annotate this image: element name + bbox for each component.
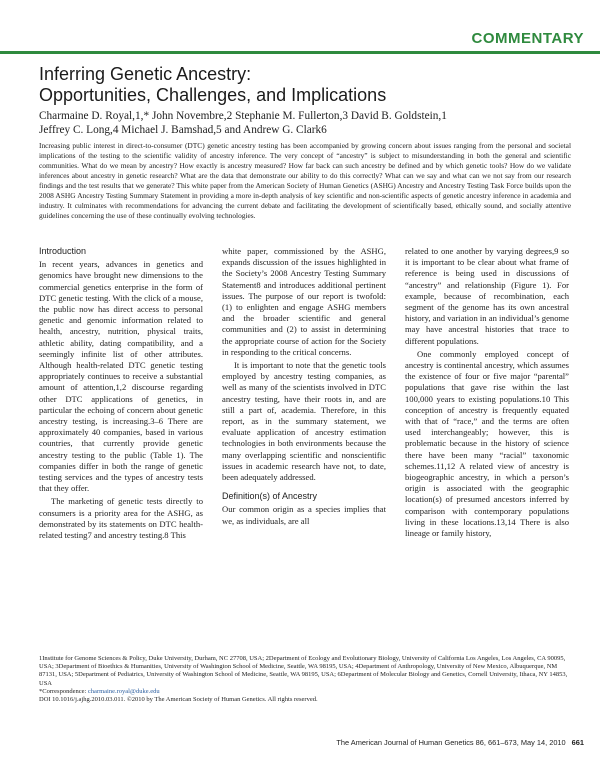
article-title xyxy=(39,64,559,106)
footnotes xyxy=(39,655,571,704)
paragraph: The marketing of genetic tests directly to consumers is a priority area for the ASHG, as demonstrated by its statements on DTC health-related testing7 and ancestry testing.8 This xyxy=(39,496,203,541)
journal-citation: The American Journal of Human Genetics 86, 661–673, May 14, 2010 xyxy=(336,738,566,747)
body-column-2 xyxy=(222,246,386,529)
section-heading-introduction: Introduction xyxy=(39,246,87,256)
correspondence-label: *Correspondence: xyxy=(39,687,88,695)
correspondence-email-link[interactable]: charmaine.royal@duke.edu xyxy=(87,687,160,695)
body-column-1 xyxy=(39,246,203,543)
paragraph: Our common origin as a species implies that we, as individuals, are all xyxy=(222,504,386,526)
article-category: COMMENTARY xyxy=(471,30,584,47)
header-rule xyxy=(0,51,600,54)
correspondence xyxy=(39,688,571,696)
paragraph: It is important to note that the genetic tools employed by ancestry testing companies, as well as many of the scientists involved in DTC ancestry testing, have their roots in, and are still a part of, academia. Therefore, in this report, as in the summary statement, we evaluate application of ancestry estimation technologies in both environments because the many overlapping scientific and nonscientific issues in academic research have not, to date, been adequately addressed. xyxy=(222,360,386,483)
authors-line-1: Charmaine D. Royal,1,* John Novembre,2 Stephanie M. Fullerton,3 David B. Goldstein,1 xyxy=(39,110,447,122)
paragraph: related to one another by varying degrees,9 so it is important to be clear about what frame of reference is being used in discussions of “ancestry” and relationship (Figure 1). For example, because of recombination, each segment of the genome has its own ancestral history, and variation in an individual’s genome may have ancestral histories that trace to different populations. xyxy=(405,246,569,346)
body-column-3 xyxy=(405,246,569,541)
journal-footer xyxy=(336,738,584,747)
paragraph: One commonly employed concept of ancestry is continental ancestry, which assumes the existence of four or five major “parental” populations that gave rise within the last 100,000 years to existing populations.10 This conception of ancestry is frequently equated with that of “race,” and the terms are often used interchangeably; however, this is problematic because in the history of science there have been many “racial” taxonomic schemes.11,12 A related view of ancestry is biogeographic ancestry, in which a person’s origin is associated with the geographic location(s) of presumed ancestors inferred by comparison with contemporary populations living in these locations.13,14 There is also lineage or family history, xyxy=(405,348,569,539)
authors-line-2: Jeffrey C. Long,4 Michael J. Bamshad,5 and Andrew G. Clark6 xyxy=(39,124,327,136)
abstract: Increasing public interest in direct-to-consumer (DTC) genetic ancestry testing has been accompanied by growing concern about issues ranging from the personal and societal implications of the testing to the scientific validity of ancestry inference. The very concept of “ancestry” is subject to misunderstanding in both the general and scientific communities. What do we mean by ancestry? How exactly is ancestry measured? How far back can such ancestry be defined and by which genetic tools? How do we validate inferences about ancestry in genetic research? What are the data that demonstrate our ability to do this correctly? What can we say and what can we not say from our research findings and the test results that we generate? This white paper from the American Society of Human Genetics (ASHG) Ancestry and Ancestry Testing Task Force builds upon the 2008 ASHG Ancestry Testing Summary Statement in providing a more in-depth analysis of key scientific and non-scientific aspects of genetic ancestry inference in academia and industry. It culminates with recommendations for advancing the current debate and facilitating the development of scientifically based, ethically sound, and socially attentive guidelines concerning the use of these continually evolving technologies. xyxy=(39,141,571,220)
paragraph: white paper, commissioned by the ASHG, expands discussion of the issues highlighted in the Society’s 2008 Ancestry Testing Summary Statement8 and introduces additional pertinent issues. The purpose of our report is twofold: (1) to enlighten and engage ASHG members and the broader scientific and general communities and (2) to assist in determining the appropriate course of action for the Society in responding to the critical concerns. xyxy=(222,246,386,357)
author-list xyxy=(39,109,579,137)
paragraph: In recent years, advances in genetics and genomics have brought new dimensions to the commercial genetics enterprise in the form of DTC genetic testing. With the click of a mouse, the public now has direct access to personal genetic and genomic information related to health, ancestry, nutrition, physical traits, athletic ability, dating compatibility, and a seemingly infinite list of other attributes. Although health-related DTC genetic testing appropriately continues to receive a substantial amount of attention,1,2 discourse regarding other DTC applications of genetics, in particular the echoing of concern about genetic ancestry testing, is increasing.3–6 There are approximately 40 companies, based in various countries, that currently provide genetic ancestry testing to the public (Table 1). The companies differ in both the range of genetic testing services and the types of ancestry tests that they offer. xyxy=(39,259,203,494)
title-line-1: Inferring Genetic Ancestry: xyxy=(39,64,252,84)
title-line-2: Opportunities, Challenges, and Implications xyxy=(39,85,387,105)
section-heading-definitions: Definition(s) of Ancestry xyxy=(222,491,318,502)
doi-line: DOI 10.1016/j.ajhg.2010.03.011. ©2010 by The American Society of Human Genetics. All rights reserved. xyxy=(39,696,318,704)
page-number: 661 xyxy=(571,738,584,747)
affiliations: 1Institute for Genome Sciences & Policy, Duke University, Durham, NC 27708, USA; 2Department of Ecology and Evolutionary Biology, University of California Los Angeles, Los Angeles, CA 90095, USA; 3Department of Bioethics & Humanities, University of Washington School of Medicine, Seattle, WA 98195, USA; 4Department of Anthropology, University of New Mexico, Albuquerque, NM 87131, USA; 5Department of Pediatrics, University of Washington School of Medicine, Seattle, WA 98195, USA; 6Department of Molecular Biology and Genetics, Cornell University, Ithaca, NY 14853, USA xyxy=(39,655,568,687)
